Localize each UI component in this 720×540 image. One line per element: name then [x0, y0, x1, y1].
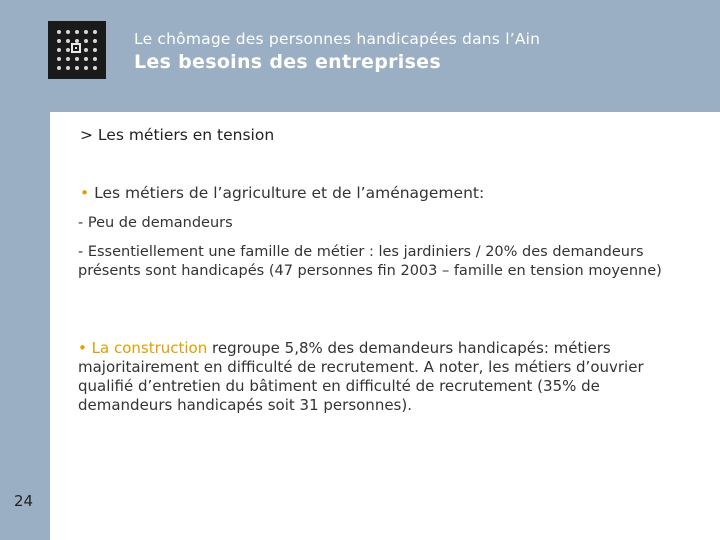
header-subtitle: Le chômage des personnes handicapées dans l’Ain [134, 30, 541, 48]
logo-dot [66, 66, 70, 70]
header-title: Les besoins des entreprises [134, 51, 441, 73]
logo-dot [84, 66, 88, 70]
item1-heading-line [80, 184, 484, 202]
logo-dot [84, 57, 88, 61]
logo-dot [66, 48, 70, 52]
logo-dot [57, 57, 61, 61]
item1-heading: Les métiers de l’agriculture et de l’aménagement: [94, 184, 485, 202]
logo-dot [84, 30, 88, 34]
item2-paragraph [78, 339, 678, 415]
logo-center-square [71, 43, 81, 53]
logo-dot-grid-icon [48, 21, 106, 79]
content-panel [50, 112, 720, 540]
logo-dot [75, 66, 79, 70]
logo-dot [93, 48, 97, 52]
logo-dot [75, 30, 79, 34]
logo-dot [57, 48, 61, 52]
logo-dot [57, 66, 61, 70]
page-number: 24 [14, 492, 34, 510]
bullet-icon: • [78, 339, 87, 357]
logo-dot [84, 48, 88, 52]
logo-dot [66, 30, 70, 34]
item2-highlight: La construction [91, 339, 208, 357]
logo-dot [93, 57, 97, 61]
item1-line2: - Essentiellement une famille de métier : les jardiniers / 20% des demandeurs présents sont handicapés (47 personnes fin 2003 – famille en tension moyenne) [78, 244, 662, 279]
logo-dot [66, 57, 70, 61]
logo-dot [84, 39, 88, 43]
logo-dot [93, 66, 97, 70]
logo-dot [93, 39, 97, 43]
item2-text: regroupe 5,8% des demandeurs handicapés: métiers majoritairement en difficulté de recrutement. A noter, les métiers d’ouvrier qualifié d’entretien du bâtiment en difficulté de recrutement (35% de demandeurs handicapés soit 31 personnes). [78, 339, 644, 414]
logo-dot [57, 39, 61, 43]
logo-dot [57, 30, 61, 34]
item1-line1: - Peu de demandeurs [78, 215, 233, 231]
logo-dot [75, 57, 79, 61]
logo-dot [66, 39, 70, 43]
section-heading: > Les métiers en tension [80, 126, 275, 144]
logo-dot [93, 30, 97, 34]
bullet-icon: • [80, 184, 90, 202]
